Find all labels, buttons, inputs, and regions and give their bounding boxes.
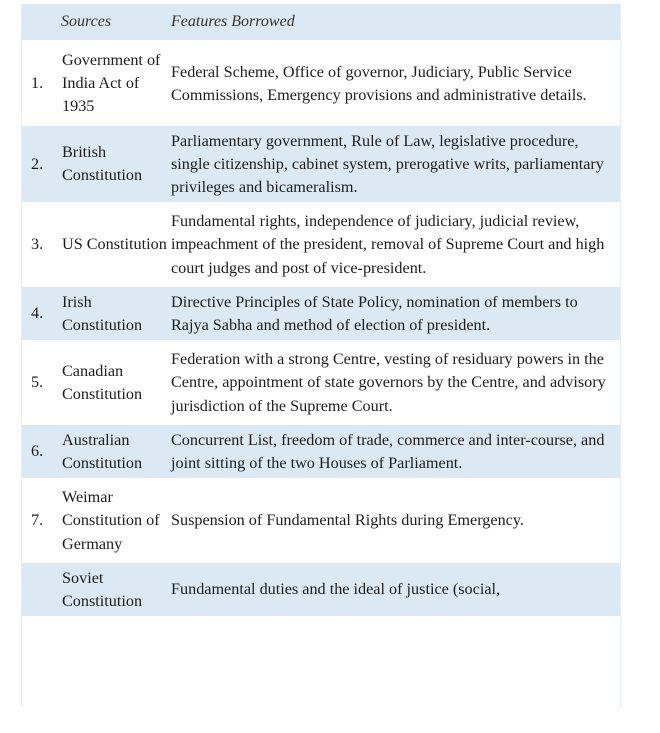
row-number — [21, 561, 59, 618]
row-features: Federal Scheme, Office of governor, Judiciary, Public Service Commissions, Emergency provisions and administrative details. — [171, 62, 587, 104]
table-row — [21, 561, 621, 618]
header-num-cell — [21, 4, 59, 43]
row-source: Soviet Constitution — [62, 568, 143, 611]
table-row — [21, 285, 621, 342]
table-row — [21, 342, 621, 423]
row-features: Directive Principles of State Policy, nomination of members to Rajya Sabha and method of election of president. — [171, 292, 578, 335]
row-number: 2. — [31, 154, 44, 173]
table-row — [21, 480, 621, 561]
row-number: 5. — [31, 373, 44, 392]
row-source: Australian Constitution — [62, 430, 143, 473]
row-source: US Constitution — [62, 235, 167, 254]
row-number: 7. — [31, 511, 44, 530]
table-row — [21, 43, 621, 124]
row-features: Parliamentary government, Rule of Law, legislative procedure, single citizenship, cabinet system, prerogative writs, parliamentary privileges and bicameralism. — [171, 131, 604, 197]
row-features: Federation with a strong Centre, vesting of residuary powers in the Centre, appointment of state governors by the Centre, and advisory jurisdiction of the Supreme Court. — [171, 350, 606, 415]
sources-table — [21, 4, 621, 620]
table-header-row — [21, 4, 621, 43]
row-features: Fundamental duties and the ideal of justice (social, — [171, 580, 501, 599]
row-features: Concurrent List, freedom of trade, commerce and inter-course, and joint sitting of the two Houses of Parliament. — [171, 430, 605, 473]
header-features: Features Borrowed — [171, 13, 295, 31]
row-number: 4. — [31, 304, 44, 323]
row-number: 6. — [31, 442, 44, 461]
table-row — [21, 124, 621, 205]
row-features: Suspension of Fundamental Rights during Emergency. — [171, 511, 524, 530]
row-number: 1. — [31, 74, 44, 93]
row-source: Canadian Constitution — [62, 361, 143, 404]
row-source: British Constitution — [62, 143, 143, 185]
row-source: Irish Constitution — [62, 292, 143, 335]
row-source: Weimar Constitution of Germany — [62, 488, 160, 553]
row-source: Government of India Act of 1935 — [62, 51, 161, 116]
table-row — [21, 423, 621, 480]
header-sources: Sources — [61, 13, 112, 31]
row-number: 3. — [31, 235, 44, 254]
row-features: Fundamental rights, independence of judiciary, judicial review, impeachment of the president, removal of Supreme Court and high court judges and post of vice-president. — [171, 212, 605, 277]
table-row — [21, 204, 621, 285]
constitution-sources-table-frame — [21, 4, 621, 707]
